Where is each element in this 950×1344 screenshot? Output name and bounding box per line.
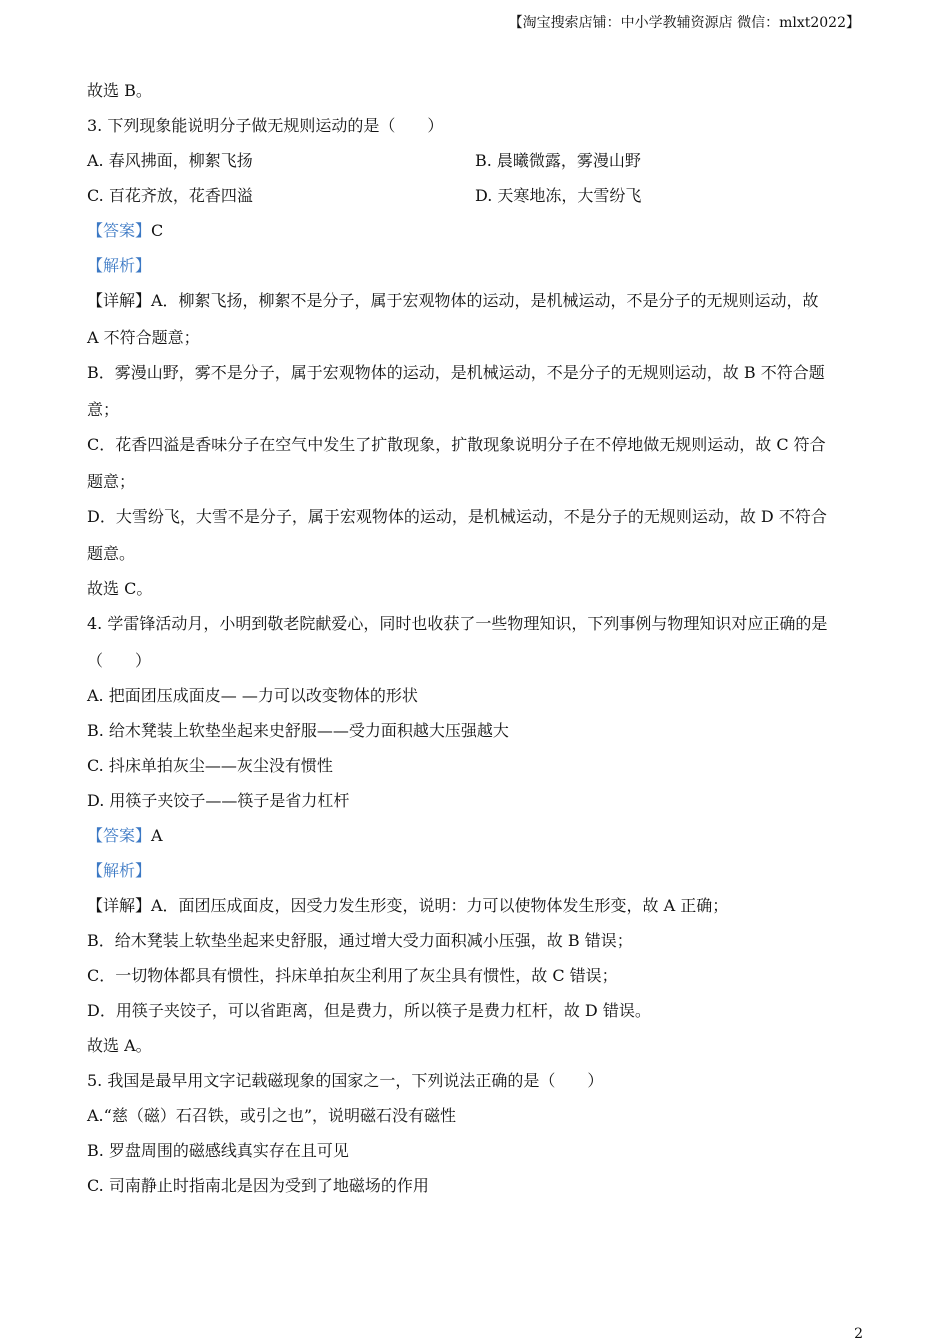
explanation-line: B．给木凳装上软垫坐起来史舒服，通过增大受力面积减小压强，故 B 错误； [87, 931, 633, 950]
answer-conclusion: 故选 C。 [87, 579, 153, 598]
question-4-stem: 4. 学雷锋活动月，小明到敬老院献爱心，同时也收获了一些物理知识，下列事例与物理知识对应正确的是 [87, 614, 828, 633]
answer-line [87, 220, 163, 242]
option-a: A. 春风拂面，柳絮飞扬 [87, 151, 253, 170]
answer-tag: 【答案】 [87, 221, 152, 240]
answer-conclusion: 故选 A。 [87, 1036, 152, 1055]
answer-value: C [151, 221, 164, 240]
option-b: B. 罗盘周围的磁感线真实存在且可见 [87, 1141, 349, 1160]
analysis-tag: 【解析】 [87, 861, 152, 880]
answer-tag: 【答案】 [87, 826, 152, 845]
explanation-line: 意； [87, 400, 120, 419]
page-number: 2 [854, 1326, 863, 1342]
explanation-line: B．雾漫山野，雾不是分子，属于宏观物体的运动，是机械运动，不是分子的无规则运动，故 B 不符合题 [87, 363, 825, 382]
option-a: A. 把面团压成面皮— —力可以改变物体的形状 [87, 686, 418, 705]
option-d: D. 用筷子夹饺子——筷子是省力杠杆 [87, 791, 350, 810]
explanation-line: 题意。 [87, 544, 136, 563]
explanation-line: C．花香四溢是香味分子在空气中发生了扩散现象，扩散现象说明分子在不停地做无规则运动，故 C 符合 [87, 435, 826, 454]
answer-value: A [151, 826, 163, 845]
answer-conclusion: 故选 B。 [87, 81, 152, 100]
option-c: C. 抖床单拍灰尘——灰尘没有惯性 [87, 756, 333, 775]
option-d: D. 天寒地冻，大雪纷飞 [475, 186, 642, 205]
option-c: C. 司南静止时指南北是因为受到了地磁场的作用 [87, 1176, 429, 1195]
explanation-line: 【详解】A．面团压成面皮，因受力发生形变，说明：力可以使物体发生形变，故 A 正确； [87, 896, 729, 915]
answer-line [87, 825, 163, 847]
explanation-line: 题意； [87, 472, 136, 491]
question-5-stem: 5. 我国是最早用文字记载磁现象的国家之一，下列说法正确的是（ ） [87, 1071, 604, 1090]
analysis-tag: 【解析】 [87, 256, 152, 275]
explanation-line: D．大雪纷飞，大雪不是分子，属于宏观物体的运动，是机械运动，不是分子的无规则运动，故 D 不符合 [87, 507, 827, 526]
question-4-stem: （ ） [87, 651, 152, 670]
option-c: C. 百花齐放，花香四溢 [87, 186, 253, 205]
explanation-line: A 不符合题意； [87, 328, 200, 347]
option-b: B. 给木凳装上软垫坐起来史舒服——受力面积越大压强越大 [87, 721, 509, 740]
page-header: 【淘宝搜索店铺：中小学教辅资源店 微信：mlxt2022】 [508, 15, 860, 31]
explanation-line: D．用筷子夹饺子，可以省距离，但是费力，所以筷子是费力杠杆，故 D 错误。 [87, 1001, 651, 1020]
question-3-stem: 3. 下列现象能说明分子做无规则运动的是（ ） [87, 116, 444, 135]
explanation-line: C．一切物体都具有惯性，抖床单拍灰尘利用了灰尘具有惯性，故 C 错误； [87, 966, 618, 985]
option-b: B. 晨曦微露，雾漫山野 [475, 151, 641, 170]
explanation-line: 【详解】A．柳絮飞扬，柳絮不是分子，属于宏观物体的运动，是机械运动，不是分子的无规则运动，故 [87, 291, 819, 310]
option-a: A.“慈（磁）石召铁，或引之也”，说明磁石没有磁性 [87, 1106, 457, 1125]
